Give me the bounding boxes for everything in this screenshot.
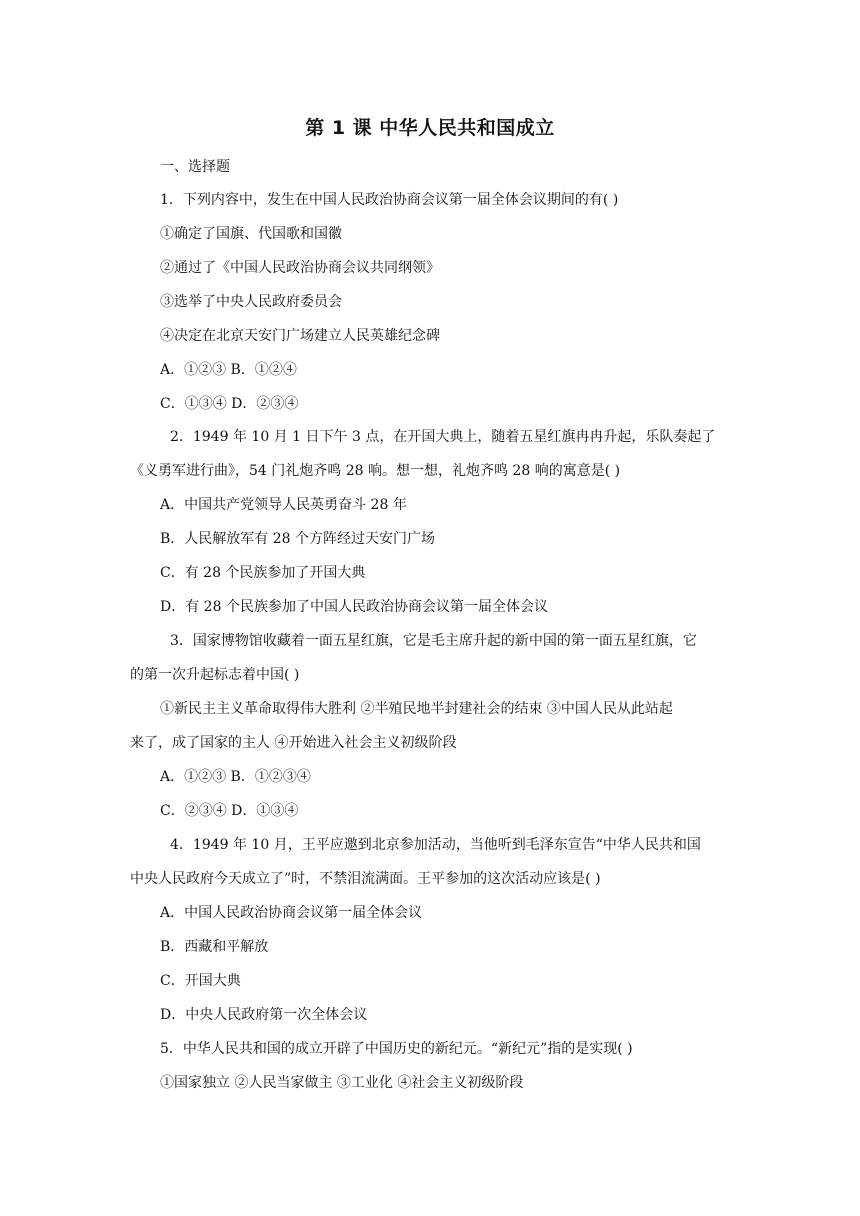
q2-stem-line-2: 《义勇军进行曲》，54 门礼炮齐鸣 28 响。想一想，礼炮齐鸣 28 响的寓意是( ) bbox=[130, 463, 621, 479]
q3-stem-line-2: 的第一次升起标志着中国( ) bbox=[130, 667, 300, 683]
q3-options-ab: A．①②③ B．①②③④ bbox=[160, 769, 311, 785]
q4-stem-line-2: 中央人民政府今天成立了”时，不禁泪流满面。王平参加的这次活动应该是( ) bbox=[130, 871, 601, 887]
q1-item-4: ④决定在北京天安门广场建立人民英雄纪念碑 bbox=[160, 328, 440, 344]
q1-item-3: ③选举了中央人民政府委员会 bbox=[160, 294, 342, 310]
q2-option-b: B．人民解放军有 28 个方阵经过天安门广场 bbox=[160, 531, 436, 547]
q3-options-cd: C．②③④ D．①③④ bbox=[160, 803, 299, 819]
q4-option-d: D．中央人民政府第一次全体会议 bbox=[160, 1007, 368, 1023]
q2-option-c: C．有 28 个民族参加了开国大典 bbox=[160, 565, 366, 581]
q1-stem: 1．下列内容中，发生在中国人民政治协商会议第一届全体会议期间的有( ) bbox=[160, 192, 619, 208]
q5-stem: 5．中华人民共和国的成立开辟了中国历史的新纪元。“新纪元”指的是实现( ) bbox=[160, 1041, 633, 1057]
q5-items: ①国家独立 ②人民当家做主 ③工业化 ④社会主义初级阶段 bbox=[160, 1075, 524, 1091]
lesson-title: 第 1 课 中华人民共和国成立 bbox=[305, 117, 555, 139]
q1-item-2: ②通过了《中国人民政治协商会议共同纲领》 bbox=[160, 260, 440, 276]
q3-stem-line-1: 3．国家博物馆收藏着一面五星红旗，它是毛主席升起的新中国的第一面五星红旗，它 bbox=[170, 633, 697, 649]
q4-option-c: C．开国大典 bbox=[160, 973, 241, 989]
q2-stem-line-1: 2．1949 年 10 月 1 日下午 3 点，在开国大典上，随着五星红旗冉冉升起，乐队奏起了 bbox=[170, 429, 716, 445]
q2-option-d: D．有 28 个民族参加了中国人民政治协商会议第一届全体会议 bbox=[160, 599, 548, 615]
q3-items-line-2: 来了，成了国家的主人 ④开始进入社会主义初级阶段 bbox=[130, 735, 457, 751]
section-heading: 一、选择题 bbox=[160, 159, 230, 175]
q1-options-ab: A．①②③ B．①②④ bbox=[160, 362, 297, 378]
q4-stem-line-1: 4．1949 年 10 月，王平应邀到北京参加活动，当他听到毛泽东宣告“中华人民共和国 bbox=[170, 837, 701, 853]
q3-items-line-1: ①新民主主义革命取得伟大胜利 ②半殖民地半封建社会的结束 ③中国人民从此站起 bbox=[160, 701, 673, 717]
q1-item-1: ①确定了国旗、代国歌和国徽 bbox=[160, 226, 342, 242]
q4-option-a: A．中国人民政治协商会议第一届全体会议 bbox=[160, 905, 423, 921]
q2-option-a: A．中国共产党领导人民英勇奋斗 28 年 bbox=[160, 497, 407, 513]
q4-option-b: B．西藏和平解放 bbox=[160, 939, 269, 955]
q1-options-cd: C．①③④ D．②③④ bbox=[160, 396, 299, 412]
